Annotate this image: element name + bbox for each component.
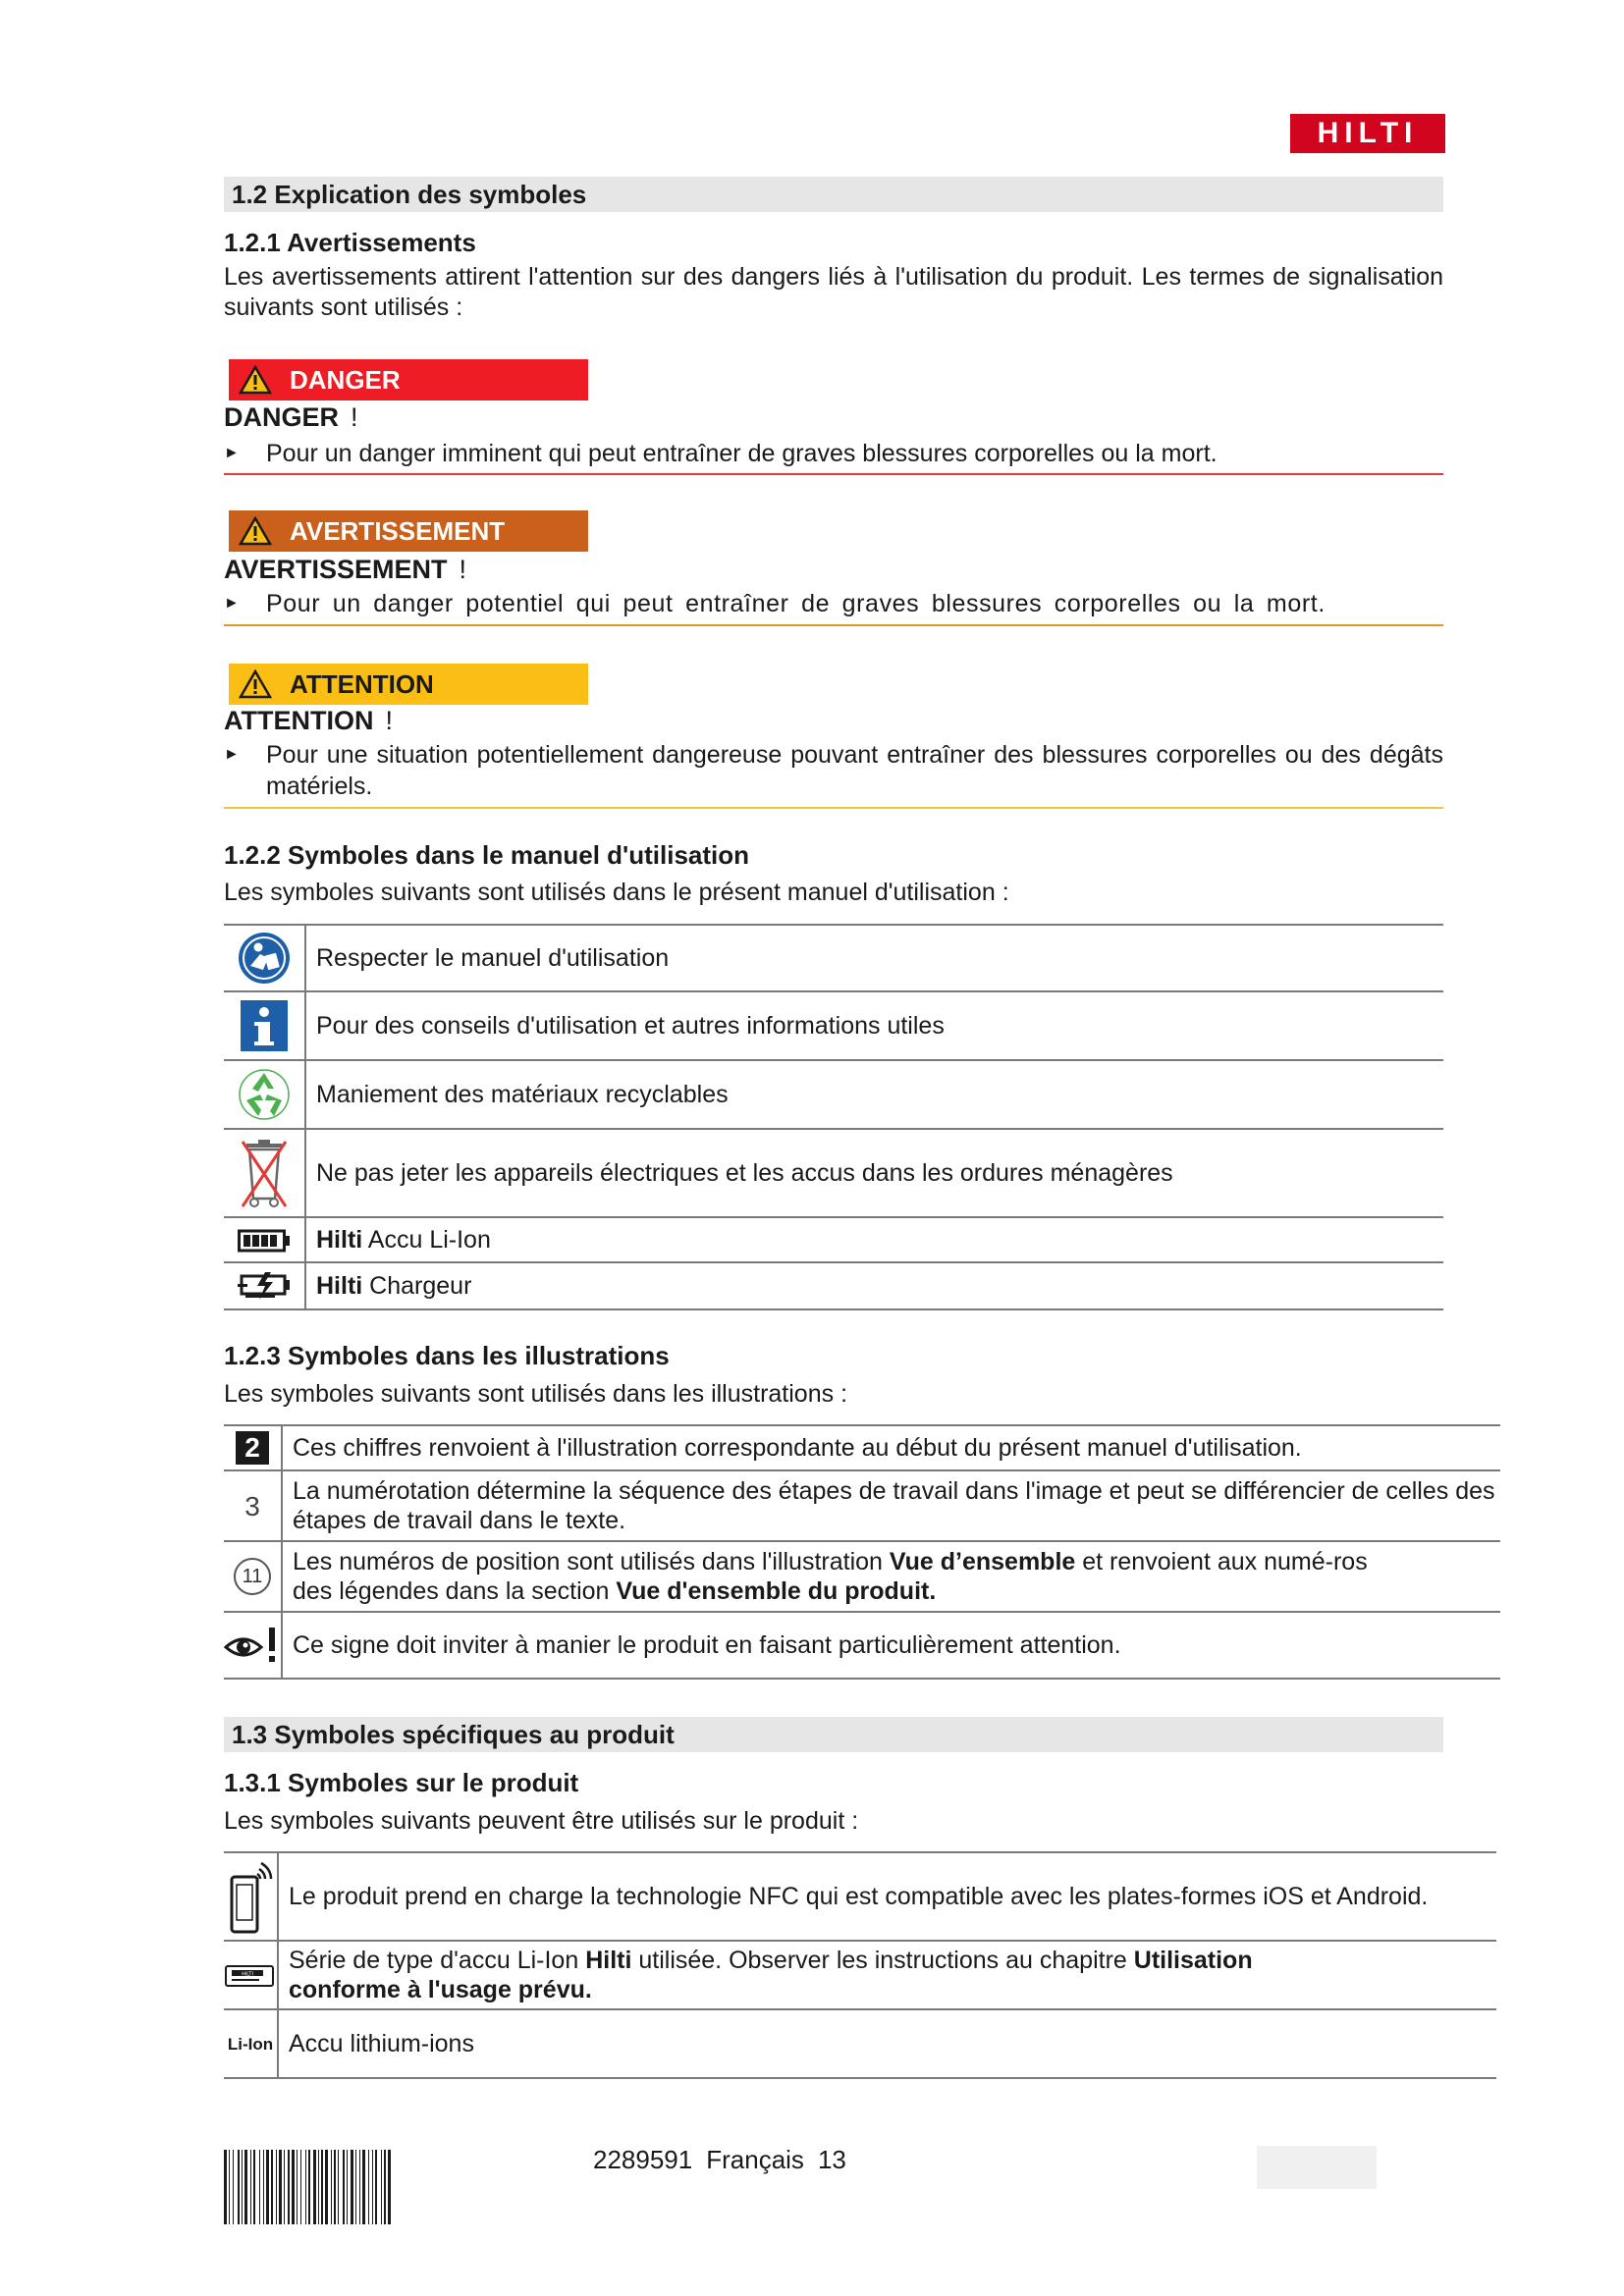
icon-cell bbox=[224, 991, 305, 1060]
symbol-description: Ne pas jeter les appareils électriques et les accus dans les ordures ménagères bbox=[305, 1129, 1443, 1217]
icon-cell bbox=[224, 1129, 305, 1217]
barcode bbox=[224, 2150, 562, 2224]
warning-triangle-icon bbox=[239, 365, 272, 395]
hilti-logo: HILTI bbox=[1290, 114, 1445, 153]
table-row bbox=[224, 1060, 1443, 1129]
avertissement-bullet: ► Pour un danger potentiel qui peut entraîner de graves blessures corporelles ou la mort. bbox=[224, 590, 1326, 617]
icon-cell bbox=[224, 1425, 282, 1470]
warning-triangle-icon bbox=[239, 669, 272, 699]
battery-series-icon bbox=[224, 1963, 277, 1989]
product-symbols-table bbox=[224, 1851, 1496, 2079]
table-row bbox=[224, 991, 1443, 1060]
symbol-description: Maniement des matériaux recyclables bbox=[305, 1060, 1443, 1129]
li-ion-icon: Li-Ion bbox=[227, 2034, 274, 2054]
symbol-description: Ce signe doit inviter à manier le produit en faisant particulièrement attention. bbox=[282, 1612, 1500, 1679]
nfc-phone-icon bbox=[226, 1857, 275, 1936]
icon-cell bbox=[224, 1470, 282, 1541]
table-row bbox=[224, 1262, 1443, 1309]
table-row bbox=[224, 1129, 1443, 1217]
symbol-description: Ces chiffres renvoient à l'illustration correspondante au début du présent manuel d'utilisation. bbox=[282, 1425, 1500, 1470]
danger-bullet: ► Pour un danger imminent qui peut entraîner de graves blessures corporelles ou la mort. bbox=[224, 440, 1218, 467]
icon-cell bbox=[224, 1852, 278, 1941]
bullet-arrow-icon: ► bbox=[224, 746, 240, 763]
heading-1-2-2: 1.2.2 Symboles dans le manuel d'utilisation bbox=[224, 840, 750, 870]
attention-signal-bar bbox=[229, 664, 588, 705]
symbol-description: Respecter le manuel d'utilisation bbox=[305, 925, 1443, 991]
footer-grey-box bbox=[1257, 2146, 1377, 2189]
page-footer bbox=[593, 2145, 860, 2175]
table-row bbox=[224, 1217, 1443, 1262]
page-number: 13 bbox=[817, 2145, 846, 2174]
avertissement-word: AVERTISSEMENT ! bbox=[224, 555, 467, 584]
icon-cell bbox=[224, 1262, 305, 1309]
section-1-3-title: 1.3 Symboles spécifiques au produit bbox=[224, 1717, 1443, 1752]
step-number-icon: 3 bbox=[244, 1490, 260, 1522]
icon-cell bbox=[224, 925, 305, 991]
read-manual-icon bbox=[237, 931, 292, 986]
avertissement-label: AVERTISSEMENT bbox=[290, 515, 506, 546]
avertissement-rule bbox=[224, 624, 1443, 626]
table-row bbox=[224, 1941, 1496, 2009]
table-row bbox=[224, 1470, 1500, 1541]
danger-label: DANGER bbox=[290, 364, 401, 395]
info-icon bbox=[239, 998, 290, 1053]
attention-bullet: ► Pour une situation potentiellement dangereuse pouvant entraîner des blessures corporelles ou des dégâts matériels. bbox=[224, 741, 1443, 800]
symbol-description: Le produit prend en charge la technologie NFC qui est compatible avec les plates-formes iOS et Android. bbox=[278, 1852, 1496, 1941]
heading-1-3-1: 1.3.1 Symboles sur le produit bbox=[224, 1768, 579, 1797]
heading-1-2-1: 1.2.1 Avertissements bbox=[224, 228, 476, 257]
table-row bbox=[224, 2009, 1496, 2078]
symbol-description: Hilti Chargeur bbox=[305, 1262, 1443, 1309]
symbol-description: Les numéros de position sont utilisés dans l'illustration Vue d’ensemble et renvoient aux numé-ros des légendes dans la section Vue d'ensemble du produit. bbox=[282, 1541, 1500, 1612]
manual-symbols-intro: Les symboles suivants sont utilisés dans le présent manuel d'utilisation : bbox=[224, 879, 1009, 906]
icon-cell bbox=[224, 1941, 278, 2009]
avertissement-signal-bar bbox=[229, 510, 588, 552]
attention-rule bbox=[224, 807, 1443, 809]
symbol-description: La numérotation détermine la séquence des étapes de travail dans l'image et peut se différencier de celles des étapes de travail dans le texte. bbox=[282, 1470, 1500, 1541]
product-symbols-intro: Les symboles suivants peuvent être utilisés sur le produit : bbox=[224, 1807, 859, 1835]
table-row bbox=[224, 1425, 1500, 1470]
table-row bbox=[224, 925, 1443, 991]
table-row bbox=[224, 1852, 1496, 1941]
illustration-symbols-intro: Les symboles suivants sont utilisés dans les illustrations : bbox=[224, 1380, 848, 1408]
attention-label: ATTENTION bbox=[290, 668, 434, 699]
bullet-arrow-icon: ► bbox=[224, 445, 240, 461]
charger-icon bbox=[236, 1270, 293, 1302]
icon-cell bbox=[224, 1541, 282, 1612]
crossed-bin-icon bbox=[239, 1136, 290, 1210]
symbol-description: Hilti Accu Li-Ion bbox=[305, 1217, 1443, 1262]
attention-eye-icon bbox=[224, 1626, 281, 1665]
icon-cell bbox=[224, 1060, 305, 1129]
manual-symbols-table bbox=[224, 924, 1443, 1310]
symbol-description: Accu lithium-ions bbox=[278, 2009, 1496, 2078]
danger-rule bbox=[224, 473, 1443, 475]
illustration-symbols-table bbox=[224, 1424, 1500, 1680]
icon-cell bbox=[224, 1217, 305, 1262]
svg-text:HILTI: HILTI bbox=[242, 1971, 253, 1978]
doc-number: 2289591 bbox=[593, 2145, 693, 2174]
danger-word: DANGER ! bbox=[224, 402, 358, 432]
icon-cell bbox=[224, 1612, 282, 1679]
section-1-2-title: 1.2 Explication des symboles bbox=[224, 177, 1443, 212]
icon-cell bbox=[224, 2009, 278, 2078]
footer-language: Français bbox=[706, 2145, 804, 2174]
bullet-arrow-icon: ► bbox=[224, 595, 240, 612]
table-row bbox=[224, 1541, 1500, 1612]
recycle-icon bbox=[237, 1067, 292, 1122]
table-row bbox=[224, 1612, 1500, 1679]
position-number-icon: 11 bbox=[234, 1558, 271, 1595]
battery-icon bbox=[238, 1229, 291, 1253]
warning-triangle-icon bbox=[239, 516, 272, 546]
danger-signal-bar bbox=[229, 359, 588, 400]
symbol-description: Série de type d'accu Li-Ion Hilti utilisée. Observer les instructions au chapitre Utilisation conforme à l'usage prévu. bbox=[278, 1941, 1496, 2009]
heading-1-2-3: 1.2.3 Symboles dans les illustrations bbox=[224, 1341, 670, 1370]
symbol-description: Pour des conseils d'utilisation et autres informations utiles bbox=[305, 991, 1443, 1060]
attention-word: ATTENTION ! bbox=[224, 706, 393, 735]
figure-number-icon: 2 bbox=[236, 1431, 269, 1465]
warnings-intro: Les avertissements attirent l'attention sur des dangers liés à l'utilisation du produit. Les termes de signalisation suivants sont utilisés : bbox=[224, 263, 1443, 321]
